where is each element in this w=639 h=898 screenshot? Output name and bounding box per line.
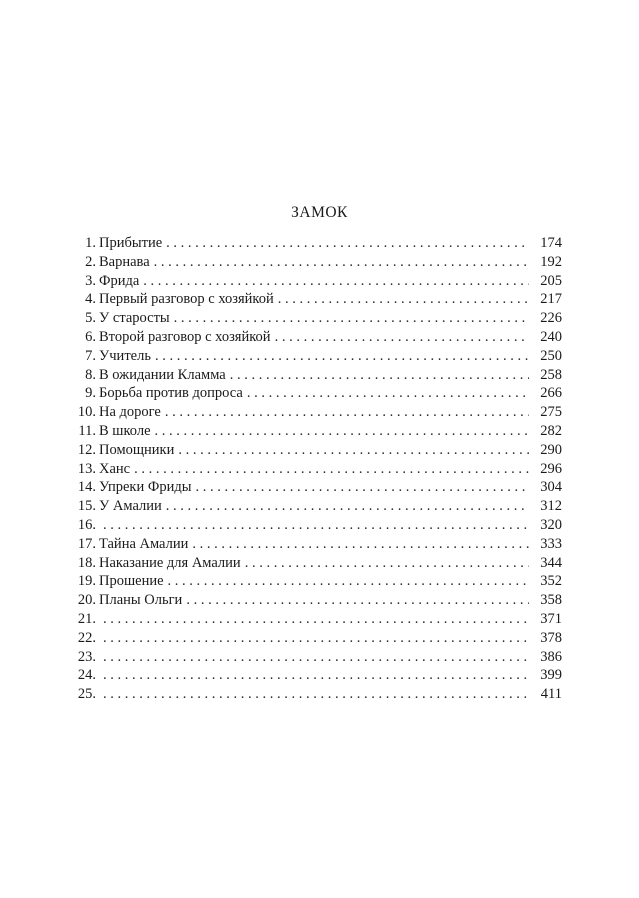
- toc-entry-page-number: 320: [540, 516, 562, 533]
- toc-dot-leader: [245, 554, 529, 573]
- toc-entry: [72, 629, 562, 648]
- toc-entry: [72, 384, 562, 403]
- toc-entry-number: 2.: [85, 253, 96, 270]
- toc-entry: [72, 554, 562, 573]
- toc-entry-title: Прибытие: [99, 235, 163, 251]
- toc-entry-number: 18.: [77, 554, 96, 571]
- toc-dot-leader: [230, 366, 529, 385]
- toc-entry-title: Помощники: [99, 441, 175, 458]
- toc-entry-title: Первый разговор с хозяйкой: [99, 291, 274, 308]
- toc-entry-page-number: 205: [540, 272, 562, 289]
- toc-entry: [72, 272, 562, 291]
- toc-entry-page-number: 282: [540, 422, 562, 439]
- toc-entry: [72, 535, 562, 554]
- toc-entry-page-number: 192: [540, 253, 562, 270]
- toc-dot-leader: [154, 253, 529, 272]
- toc-entry-number: 15.: [77, 498, 96, 515]
- toc-entry-number: 16.: [77, 516, 96, 533]
- toc-entry: [72, 497, 562, 516]
- toc-entry-page-number: 378: [540, 629, 562, 646]
- toc-dot-leader: [143, 272, 529, 291]
- toc-dot-leader: [103, 685, 529, 704]
- toc-entry-page-number: 226: [540, 310, 562, 327]
- toc-entry: [72, 422, 562, 441]
- toc-entry-title: Варнава: [99, 253, 150, 270]
- toc-dot-leader: [174, 309, 529, 328]
- toc-entry-page-number: 344: [540, 554, 562, 571]
- toc-entry-page-number: 386: [540, 648, 562, 665]
- toc-entry-number: 13.: [77, 460, 96, 477]
- toc-entry-page-number: 266: [540, 385, 562, 402]
- section-title: ЗАМОК: [291, 204, 348, 221]
- toc-entry-title: У старосты: [99, 310, 170, 327]
- toc-entry: [72, 290, 562, 309]
- toc-entry-title: Планы Ольги: [99, 592, 183, 609]
- toc-dot-leader: [103, 666, 529, 685]
- toc-entry-number: 10.: [77, 404, 96, 421]
- toc-dot-leader: [134, 460, 529, 479]
- toc-entry: [72, 309, 562, 328]
- toc-entry-number: 1.: [85, 235, 96, 251]
- toc-entry-number: 11.: [78, 422, 96, 439]
- toc-dot-leader: [165, 403, 529, 422]
- toc-entry: [72, 441, 562, 460]
- toc-entry-title: Тайна Амалии: [99, 535, 189, 552]
- toc-entry-number: 21.: [77, 610, 96, 627]
- toc-dot-leader: [247, 384, 529, 403]
- toc-entry-title: На дороге: [99, 404, 161, 421]
- toc-entry-title: У Амалии: [99, 498, 162, 515]
- toc-entry-page-number: 250: [540, 347, 562, 364]
- toc-entry-number: 19.: [77, 573, 96, 590]
- toc-entry-number: 25.: [77, 686, 96, 703]
- toc-entry-number: 23.: [77, 648, 96, 665]
- toc-entry-page-number: 275: [540, 404, 562, 421]
- toc-entry-number: 22.: [77, 629, 96, 646]
- toc-entry-title: В школе: [99, 422, 151, 439]
- toc-dot-leader: [186, 591, 529, 610]
- toc-entry-page-number: 304: [540, 479, 562, 496]
- toc-entry-number: 24.: [77, 667, 96, 684]
- toc-entry-page-number: 240: [540, 328, 562, 345]
- toc-entry-title: Прошение: [99, 573, 164, 590]
- toc-entry-number: 7.: [85, 347, 96, 364]
- toc-entry-title: Борьба против допроса: [99, 385, 243, 402]
- toc-entry-page-number: 371: [540, 610, 562, 627]
- toc-entry-title: Фрида: [99, 272, 140, 289]
- toc-entry-title: Упреки Фриды: [99, 479, 192, 496]
- toc-entry: [72, 253, 562, 272]
- toc-entry-number: 5.: [85, 310, 96, 327]
- toc-entry: [72, 648, 562, 667]
- toc-dot-leader: [195, 478, 529, 497]
- toc-dot-leader: [168, 572, 529, 591]
- toc-entry-number: 20.: [77, 592, 96, 609]
- toc-dot-leader: [166, 234, 529, 253]
- toc-entry-number: 8.: [85, 366, 96, 383]
- toc-dot-leader: [103, 629, 529, 648]
- toc-entry-title: В ожидании Кламма: [99, 366, 226, 383]
- toc-dot-leader: [103, 648, 529, 667]
- toc-entry-number: 3.: [85, 272, 96, 289]
- toc-entry-page-number: 217: [540, 291, 562, 308]
- toc-dot-leader: [103, 516, 529, 535]
- toc-entry: [72, 591, 562, 610]
- toc-entry: [72, 666, 562, 685]
- toc-dot-leader: [155, 422, 529, 441]
- toc-entry: [72, 572, 562, 591]
- table-of-contents: [72, 234, 562, 704]
- toc-entry-number: 9.: [85, 385, 96, 402]
- toc-entry-page-number: 352: [540, 573, 562, 590]
- toc-dot-leader: [278, 290, 529, 309]
- toc-entry: [72, 347, 562, 366]
- toc-entry-page-number: 174: [540, 235, 562, 251]
- toc-dot-leader: [166, 497, 529, 516]
- toc-entry: [72, 460, 562, 479]
- toc-entry: [72, 516, 562, 535]
- toc-entry-page-number: 290: [540, 441, 562, 458]
- toc-entry-title: Второй разговор с хозяйкой: [99, 328, 271, 345]
- toc-entry-number: 12.: [77, 441, 96, 458]
- toc-entry-page-number: 411: [540, 686, 562, 703]
- toc-entry-number: 17.: [77, 535, 96, 552]
- toc-dot-leader: [103, 610, 529, 629]
- toc-entry-page-number: 312: [540, 498, 562, 515]
- toc-entry-page-number: 333: [540, 535, 562, 552]
- toc-entry: [72, 234, 562, 253]
- toc-entry: [72, 366, 562, 385]
- toc-entry-page-number: 399: [540, 667, 562, 684]
- toc-entry-title: Ханс: [99, 460, 131, 477]
- toc-entry: [72, 610, 562, 629]
- toc-entry-title: Наказание для Амалии: [99, 554, 241, 571]
- toc-entry: [72, 478, 562, 497]
- toc-entry: [72, 403, 562, 422]
- toc-dot-leader: [192, 535, 529, 554]
- toc-entry-page-number: 358: [540, 592, 562, 609]
- toc-entry-number: 14.: [77, 479, 96, 496]
- toc-dot-leader: [155, 347, 529, 366]
- toc-entry-number: 6.: [85, 328, 96, 345]
- toc-entry: [72, 328, 562, 347]
- toc-entry-page-number: 296: [540, 460, 562, 477]
- toc-entry: [72, 685, 562, 704]
- toc-entry-page-number: 258: [540, 366, 562, 383]
- toc-dot-leader: [275, 328, 529, 347]
- toc-entry-number: 4.: [85, 291, 96, 308]
- toc-entry-title: Учитель: [99, 347, 151, 364]
- toc-dot-leader: [178, 441, 529, 460]
